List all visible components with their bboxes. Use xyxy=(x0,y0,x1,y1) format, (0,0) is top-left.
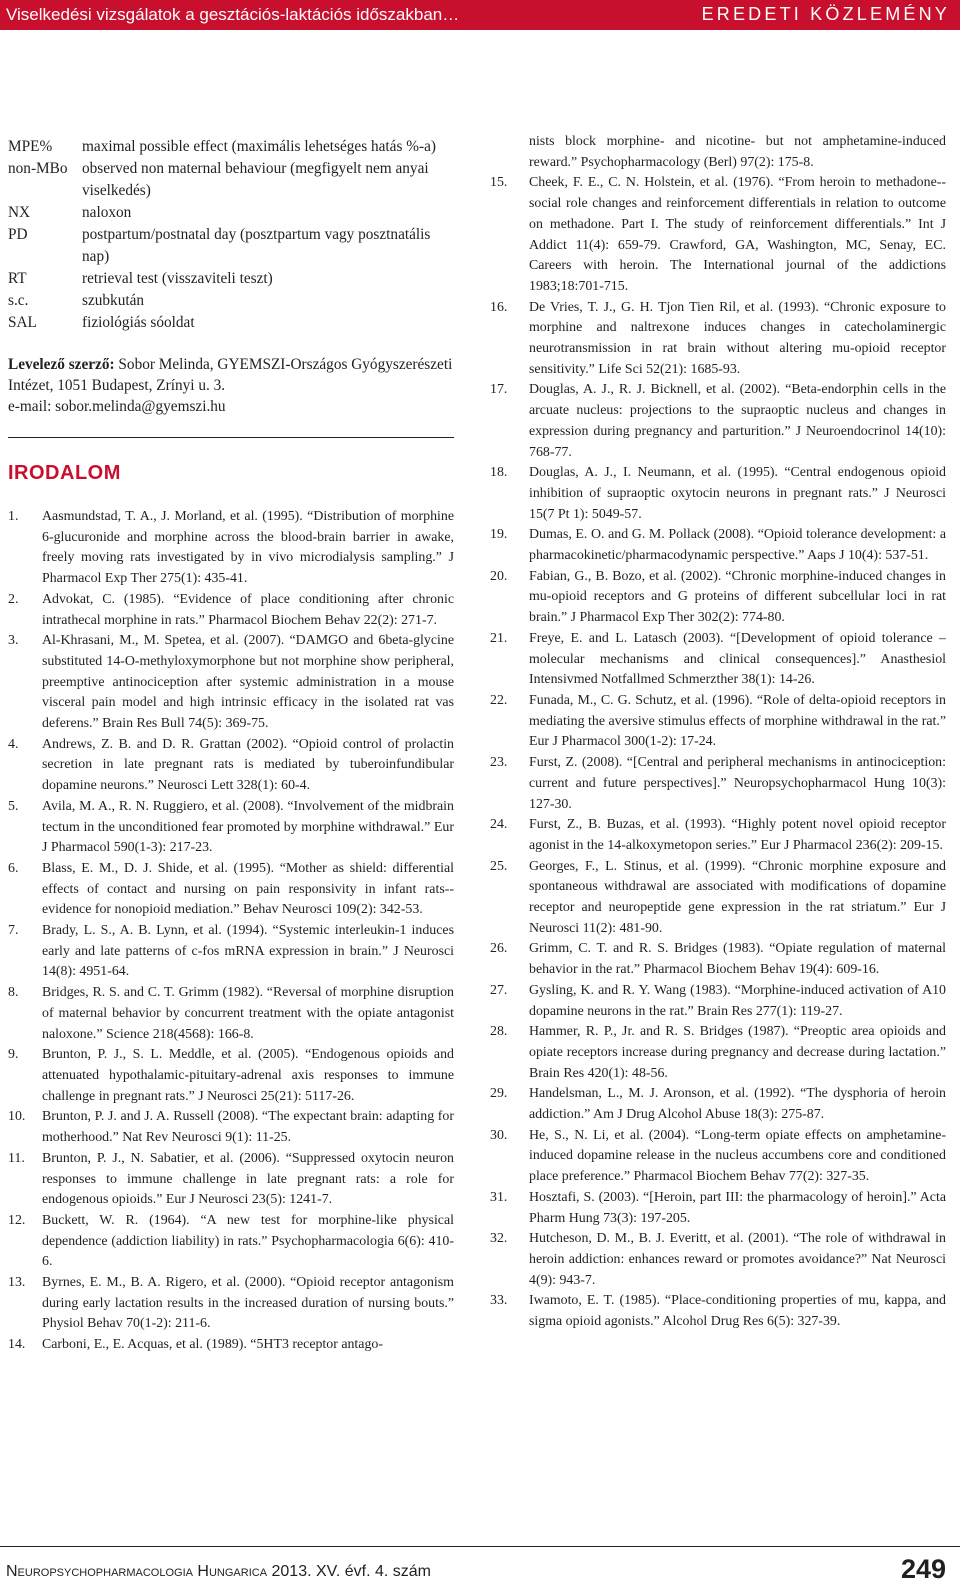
reference-text: Buckett, W. R. (1964). “A new test for morphine-like physical dependence (addiction liability) in rats.” Psychopharmacologia 6(6): 410-6. xyxy=(42,1212,454,1270)
abbreviation-row xyxy=(8,290,454,312)
corresponding-author xyxy=(8,354,454,417)
abbreviation-value: naloxon xyxy=(82,204,132,221)
abbreviation-value: retrieval test (visszaviteli teszt) xyxy=(82,270,273,287)
abbreviation-value: observed non maternal behaviour (megfigyelt nem anyai viselkedés) xyxy=(82,160,429,199)
reference-text: Brunton, P. J., N. Sabatier, et al. (2006). “Suppressed oxytocin neuron responses to immune challenge in late pregnant rats: a role for endogenous opioids.” Eur J Neurosci 23(5): 1241-7. xyxy=(42,1150,454,1208)
abbreviation-row xyxy=(8,158,454,202)
reference-text: Grimm, C. T. and R. S. Bridges (1983). “Opiate regulation of maternal behavior in the rat.” Pharmacol Biochem Behav 19(4): 609-16. xyxy=(529,941,946,978)
reference-item xyxy=(490,981,946,1022)
reference-number: 9. xyxy=(8,1047,19,1063)
reference-text: He, S., N. Li, et al. (2004). “Long-term opiate effects on amphetamine-induced dopamine release in the nucleus accumbens core and conditioned place preference.” Pharmacol Biochem Behav 77(2): 327-35. xyxy=(529,1127,946,1185)
reference-text: Hutcheson, D. M., B. J. Everitt, et al. (2001). “The role of withdrawal in heroin addiction: enhances reward or promotes avoidance?” Nat Neurosci 4(9): 943-7. xyxy=(529,1231,946,1288)
reference-item xyxy=(8,1273,454,1335)
reference-item xyxy=(490,1022,946,1084)
abbreviation-key: RT xyxy=(8,270,27,287)
reference-item xyxy=(490,1291,946,1332)
reference-item xyxy=(8,1335,454,1356)
reference-item xyxy=(490,567,946,629)
abbreviation-key: s.c. xyxy=(8,292,29,309)
reference-number: 4. xyxy=(8,736,19,752)
reference-number: 21. xyxy=(490,630,508,646)
reference-number: 7. xyxy=(8,923,19,939)
reference-text: Funada, M., C. G. Schutz, et al. (1996). “Role of delta-opioid receptors in mediating the aversive stimulus effects of morphine withdrawal in the rat.” Eur J Pharmacol 300(1-2): 17-24. xyxy=(529,692,946,750)
reference-item xyxy=(490,857,946,940)
references-heading: IRODALOM xyxy=(8,462,121,484)
reference-item xyxy=(8,1045,454,1107)
abbreviation-value: postpartum/postnatal day (posztpartum vagy posztnatális nap) xyxy=(82,226,431,265)
reference-text: Iwamoto, E. T. (1985). “Place-conditioning properties of mu, kappa, and sigma opioid agonists.” Alcohol Drug Res 6(5): 327-39. xyxy=(529,1293,946,1330)
reference-item xyxy=(490,815,946,856)
reference-item xyxy=(8,859,454,921)
reference-number: 28. xyxy=(490,1024,508,1040)
reference-item xyxy=(490,753,946,815)
abbreviation-row xyxy=(8,202,454,224)
reference-text: Blass, E. M., D. J. Shide, et al. (1995). “Mother as shield: differential effects of contact and nursing on pain responsivity in infant rats--evidence for nonopioid mediation.” Behav Neurosci 109(2): 342-53. xyxy=(42,860,454,918)
reference-item xyxy=(490,691,946,753)
abbreviation-row xyxy=(8,312,454,334)
reference-number: 8. xyxy=(8,985,19,1001)
reference-item xyxy=(8,1149,454,1211)
footer-citation xyxy=(6,1560,431,1584)
reference-item xyxy=(490,525,946,566)
reference-text: Gysling, K. and R. Y. Wang (1983). “Morphine-induced activation of A10 dopamine neurons in the rat.” Brain Res 277(1): 119-27. xyxy=(529,982,946,1019)
reference-item xyxy=(490,1084,946,1125)
reference-number: 11. xyxy=(8,1150,25,1166)
reference-text: Fabian, G., B. Bozo, et al. (2002). “Chronic morphine-induced changes in mu-opioid receptors and G proteins of different subcellular loci in rat brain.” J Pharmacol Exp Ther 302(2): 774-80. xyxy=(529,568,946,626)
reference-number: 16. xyxy=(490,299,508,315)
reference-text: Carboni, E., E. Acquas, et al. (1989). “5HT3 receptor antago- xyxy=(42,1337,383,1353)
reference-number: 26. xyxy=(490,941,508,957)
reference-text: Handelsman, L., M. J. Aronson, et al. (1992). “The dysphoria of heroin addiction.” Am J Drug Alcohol Abuse 18(3): 275-87. xyxy=(529,1086,946,1123)
abbreviation-value: fiziológiás sóoldat xyxy=(82,314,195,331)
running-title: Viselkedési vizsgálatok a gesztációs-laktációs időszakban… xyxy=(6,5,460,24)
reference-text: Douglas, A. J., I. Neumann, et al. (1995). “Central endogenous opioid inhibition of supraoptic oxytocin neurons in pregnant rats.” J Neurosci 15(7 Pt 1): 5049-57. xyxy=(529,465,946,522)
reference-item xyxy=(490,380,946,463)
reference-number: 1. xyxy=(8,509,19,524)
abbreviation-key: MPE% xyxy=(8,138,53,155)
abbreviation-key: SAL xyxy=(8,314,37,331)
abbreviation-value: szubkután xyxy=(82,292,145,309)
reference-item xyxy=(490,1188,946,1229)
reference-number: 15. xyxy=(490,175,508,191)
reference-14-continuation: nists block morphine- and nicotine- but not amphetamine-induced reward.” Psychopharmacology (Berl) 97(2): 175-8. xyxy=(529,134,946,170)
reference-text: Andrews, Z. B. and D. R. Grattan (2002). “Opioid control of prolactin secretion in late pregnant rats is mediated by tuberoinfundibular dopamine neurons.” Neurosci Lett 328(1): 60-4. xyxy=(42,736,454,794)
reference-number: 14. xyxy=(8,1337,26,1353)
abbreviation-row xyxy=(8,268,454,290)
reference-text: Al-Khrasani, M., M. Spetea, et al. (2007). “DAMGO and 6beta-glycine substituted 14-O-methyloxymorphone but not morphine show peripheral, preemptive antinociception after systemic administration in a mouse visceral pain model and high intrinsic efficacy in the isolated rat vas deferens.” Brain Res Bull 74(5): 369-75. xyxy=(42,633,454,732)
reference-number: 32. xyxy=(490,1231,508,1247)
abbreviation-list xyxy=(8,136,454,334)
reference-text: Cheek, F. E., C. N. Holstein, et al. (1976). “From heroin to methadone--social role changes and reinforcement differentials in relation to outcome on methadone. Part I. The study of reinforcement differentials.” Int J Addict 11(4): 659-79. Crawford, GA, Washington, MC, Senay, EC. Careers with heroin. The International journal of the addictions 1983;18:701-715. xyxy=(529,175,946,294)
page-number: 249 xyxy=(900,1554,946,1584)
reference-item xyxy=(8,507,454,590)
reference-number: 25. xyxy=(490,858,508,874)
divider xyxy=(8,437,454,438)
running-header xyxy=(0,0,960,30)
footer-rule xyxy=(0,1546,960,1547)
reference-number: 33. xyxy=(490,1293,508,1309)
left-column xyxy=(8,136,454,1356)
reference-item xyxy=(490,939,946,980)
reference-item xyxy=(8,983,454,1045)
reference-number: 17. xyxy=(490,382,508,398)
reference-number: 10. xyxy=(8,1109,26,1125)
reference-text: De Vries, T. J., G. H. Tjon Tien Ril, et al. (1993). “Chronic exposure to morphine and naltrexone induces changes in catecholaminergic neurotransmission in rat brain without altering mu-opioid receptor sensitivity.” Life Sci 52(21): 1685-93. xyxy=(529,299,946,377)
references-list-left xyxy=(8,507,454,1356)
reference-number: 31. xyxy=(490,1189,508,1205)
reference-number: 2. xyxy=(8,591,19,607)
reference-text: Aasmundstad, T. A., J. Morland, et al. (1995). “Distribution of morphine 6-glucuronide and morphine across the blood-brain barrier in awake, freely moving rats investigated by in vivo microdialysis sampling.” J Pharmacol Exp Ther 275(1): 435-41. xyxy=(42,509,454,587)
section-label: EREDETI KÖZLEMÉNY xyxy=(701,4,950,24)
references-list-right xyxy=(490,173,946,1332)
abbreviation-row xyxy=(8,224,454,268)
reference-number: 23. xyxy=(490,755,508,771)
reference-text: Hammer, R. P., Jr. and R. S. Bridges (1987). “Preoptic area opioids and opiate receptors increase during pregnancy and decrease during lactation.” Brain Res 420(1): 48-56. xyxy=(529,1024,946,1081)
author-email: e-mail: sobor.melinda@gyemszi.hu xyxy=(8,398,226,415)
reference-item xyxy=(8,797,454,859)
reference-number: 22. xyxy=(490,692,508,708)
reference-text: Brady, L. S., A. B. Lynn, et al. (1994). “Systemic interleukin-1 induces early and late patterns of c-fos mRNA expression in brain.” J Neurosci 14(8): 4951-64. xyxy=(42,923,454,980)
footer-journal: Neuropsychopharmacologia Hungarica xyxy=(6,1563,268,1580)
reference-number: 24. xyxy=(490,817,508,833)
reference-item xyxy=(8,921,454,983)
reference-number: 30. xyxy=(490,1127,508,1143)
reference-item xyxy=(490,298,946,381)
reference-item xyxy=(8,631,454,735)
reference-item xyxy=(490,173,946,297)
reference-number: 6. xyxy=(8,860,19,876)
reference-text: Hosztafi, S. (2003). “[Heroin, part III: the pharmacology of heroin].” Acta Pharm Hung 73(3): 197-205. xyxy=(529,1189,946,1226)
reference-item xyxy=(8,590,454,631)
abbreviation-key: non-MBo xyxy=(8,160,68,177)
abbreviation-value: maximal possible effect (maximális lehetséges hatás %-a) xyxy=(82,138,436,155)
reference-item xyxy=(8,735,454,797)
reference-text: Advokat, C. (1985). “Evidence of place conditioning after chronic intrathecal morphine in rats.” Pharmacol Biochem Behav 22(2): 271-7. xyxy=(42,591,454,628)
reference-item xyxy=(8,1211,454,1273)
reference-text: Freye, E. and L. Latasch (2003). “[Development of opioid tolerance – molecular mechanisms and clinical consequences].” Anasthesiol Intensivmed Notfallmed Schmerzther 38(1): 14-26. xyxy=(529,630,946,688)
reference-item xyxy=(490,629,946,691)
reference-item xyxy=(8,1107,454,1148)
reference-text: Furst, Z., B. Buzas, et al. (1993). “Highly potent novel opioid receptor agonist in the 14-alkoxymetopon series.” Eur J Pharmacol 236(2): 209-15. xyxy=(529,817,946,853)
right-column xyxy=(490,132,946,1333)
reference-number: 12. xyxy=(8,1212,26,1228)
reference-text: Georges, F., L. Stinus, et al. (1999). “Chronic morphine exposure and spontaneous withdrawal are associated with modifications of dopamine receptor and neuropeptide gene expression in the rat striatum.” Eur J Neurosci 11(2): 481-90. xyxy=(529,858,946,936)
reference-text: Douglas, A. J., R. J. Bicknell, et al. (2002). “Beta-endorphin cells in the arcuate nucleus: projections to the supraoptic nucleus and changes in expression during pregnancy and parturition.” J Neuroendocrinol 14(10): 768-77. xyxy=(529,382,946,460)
reference-number: 3. xyxy=(8,633,19,649)
reference-text: Bridges, R. S. and C. T. Grimm (1982). “Reversal of morphine disruption of maternal behavior by concurrent treatment with the opiate antagonist naloxone.” Science 218(4568): 166-8. xyxy=(42,985,454,1042)
author-text: Sobor Melinda, GYEMSZI-Országos Gyógyszerészeti Intézet, 1051 Budapest, Zrínyi u. 3. xyxy=(8,356,453,394)
reference-text: Brunton, P. J. and J. A. Russell (2008). “The expectant brain: adapting for motherhood.” Nat Rev Neurosci 9(1): 11-25. xyxy=(42,1109,454,1146)
footer-issue: 2013. XV. évf. 4. szám xyxy=(267,1563,431,1580)
abbreviation-key: NX xyxy=(8,204,31,221)
reference-number: 18. xyxy=(490,465,508,481)
reference-number: 20. xyxy=(490,568,508,584)
reference-text: Brunton, P. J., S. L. Meddle, et al. (2005). “Endogenous opioids and attenuated hypothalamic-pituitary-adrenal axis responses to immune challenge in pregnant rats.” J Neurosci 25(21): 5117-26. xyxy=(42,1047,454,1104)
reference-item xyxy=(490,463,946,525)
reference-item xyxy=(490,1126,946,1188)
reference-text: Dumas, E. O. and G. M. Pollack (2008). “Opioid tolerance development: a pharmacokinetic/pharmacodynamic perspective.” Aaps J 10(4): 537-51. xyxy=(529,527,946,564)
reference-text: Avila, M. A., R. N. Ruggiero, et al. (2008). “Involvement of the midbrain tectum in the unconditioned fear promoted by morphine withdrawal.” Eur J Pharmacol 590(1-3): 217-23. xyxy=(42,798,454,856)
reference-text: Byrnes, E. M., B. A. Rigero, et al. (2000). “Opioid receptor antagonism during early lactation results in the increased duration of nursing bouts.” Physiol Behav 70(1-2): 211-6. xyxy=(42,1275,454,1332)
reference-number: 27. xyxy=(490,982,508,998)
author-label: Levelező szerző: xyxy=(8,356,115,373)
reference-number: 13. xyxy=(8,1275,26,1291)
reference-number: 19. xyxy=(490,527,508,543)
reference-item xyxy=(490,1229,946,1291)
abbreviation-key: PD xyxy=(8,226,28,243)
abbreviation-row xyxy=(8,136,454,158)
reference-number: 5. xyxy=(8,798,19,814)
reference-number: 29. xyxy=(490,1086,508,1102)
reference-text: Furst, Z. (2008). “[Central and peripheral mechanisms in antinociception: current and future perspectives].” Neuropsychopharmacol Hung 10(3): 127-30. xyxy=(529,755,946,812)
